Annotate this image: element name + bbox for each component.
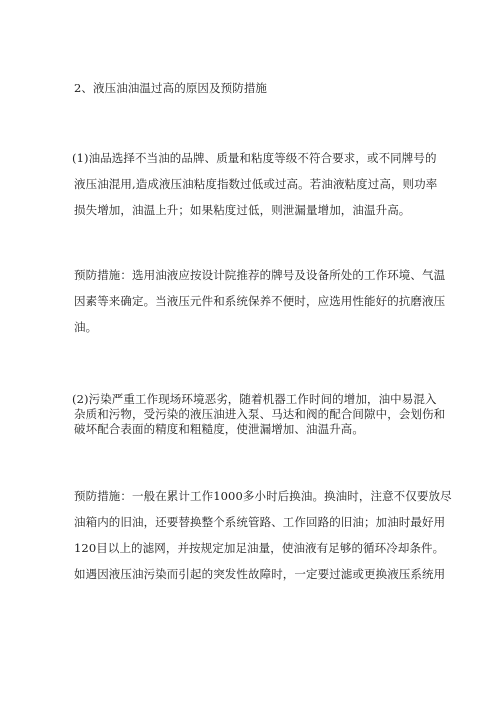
- paragraph-2-line-1: 预防措施：选用油液应按设计院推荐的牌号及设备所处的工作环境、气温: [74, 268, 446, 282]
- paragraph-4-line-2: 油箱内的旧油，还要替换整个系统管路、工作回路的旧油；加油时最好用: [74, 515, 446, 529]
- paragraph-1-line-3: 损失增加，油温上升；如果粘度过低，则泄漏量增加，油温升高。: [74, 203, 411, 217]
- paragraph-4-line-3: 120目以上的滤网，并按规定加足油量，使油液有足够的循环冷却条件。: [74, 541, 445, 555]
- paragraph-1-line-2: 液压油混用,造成液压油粘度指数过低或过高。若油液粘度过高，则功率: [74, 177, 438, 191]
- paragraph-4-line-1: 预防措施：一般在累计工作1000多小时后换油。换油时，注意不仅要放尽: [74, 489, 452, 503]
- paragraph-2-line-3: 油。: [74, 320, 98, 334]
- paragraph-3-line-3: 破坏配合表面的精度和粗糙度，使泄漏增加、油温升高。: [74, 422, 364, 436]
- paragraph-2-line-2: 因素等来确定。当液压元件和系统保养不便时，应选用性能好的抗磨液压: [74, 294, 446, 308]
- paragraph-3-line-1: (2)污染严重工作现场环境恶劣，随着机器工作时间的增加，油中易混入: [72, 392, 437, 406]
- paragraph-1-line-1: (1)油品选择不当油的品牌、质量和粘度等级不符合要求，或不同牌号的: [72, 151, 437, 165]
- section-heading: 2、液压油油温过高的原因及预防措施: [74, 81, 268, 95]
- paragraph-4-line-4: 如遇因液压油污染而引起的突发性故障时，一定要过滤或更换液压系统用: [74, 567, 446, 581]
- paragraph-3-line-2: 杂质和污物，受污染的液压油进入泵、马达和阀的配合间隙中，会划伤和: [74, 407, 446, 421]
